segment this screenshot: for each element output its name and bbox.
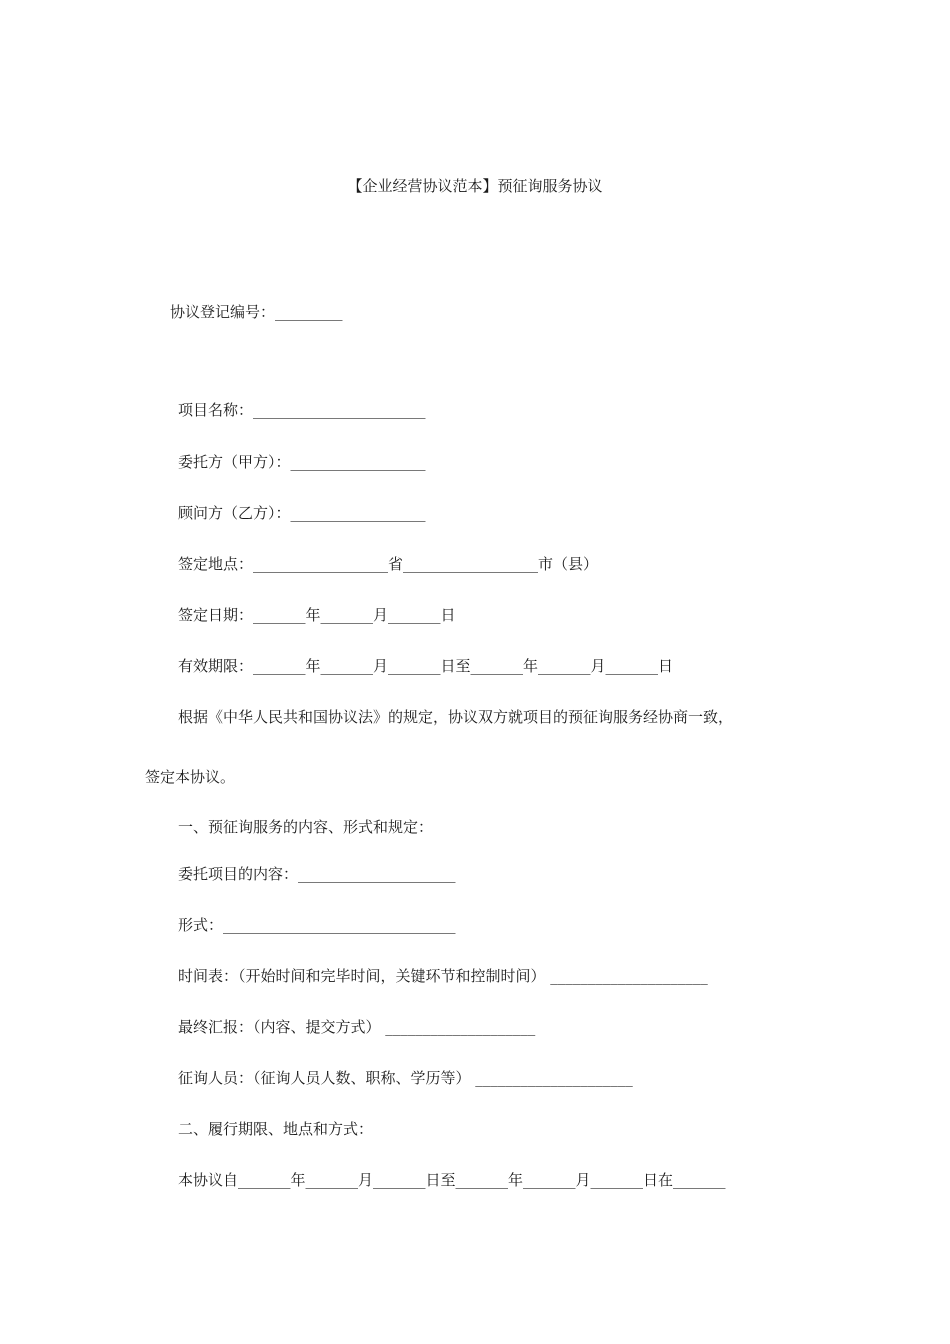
project-name-field: 项目名称：_______________________	[178, 401, 426, 419]
section-one-heading: 一、预征询服务的内容、形式和规定：	[178, 818, 434, 836]
final-report-field: 最终汇报：（内容、提交方式） ____________________	[178, 1018, 536, 1036]
validity-period-field: 有效期限：_______年_______月_______日至_______年_______月_______日	[178, 657, 674, 675]
client-party-a-field: 委托方（甲方）：__________________	[178, 453, 426, 471]
form-field: 形式：_______________________________	[178, 916, 456, 934]
document-title: 【企业经营协议范本】预征询服务协议	[347, 177, 603, 195]
commissioned-content-field: 委托项目的内容：_____________________	[178, 865, 456, 883]
signing-location-field: 签定地点：__________________省__________________市（县）	[178, 555, 599, 573]
preamble-paragraph: 根据《中华人民共和国协议法》的规定，协议双方就项目的预征询服务经协商一致，	[178, 708, 734, 726]
agreement-registration-number: 协议登记编号：_________	[170, 303, 343, 321]
consultant-party-b-field: 顾问方（乙方）：__________________	[178, 504, 426, 522]
performance-period-field: 本协议自_______年_______月_______日至_______年_______月_______日在_______	[178, 1171, 726, 1189]
section-two-heading: 二、履行期限、地点和方式：	[178, 1120, 374, 1138]
preamble-paragraph-continuation: 签定本协议。	[145, 768, 236, 786]
signing-date-field: 签定日期：_______年_______月_______日	[178, 606, 456, 624]
schedule-field: 时间表：（开始时间和完毕时间，关键环节和控制时间） _____________________	[178, 967, 708, 985]
consulting-staff-field: 征询人员：（征询人员人数、职称、学历等） _____________________	[178, 1069, 633, 1087]
